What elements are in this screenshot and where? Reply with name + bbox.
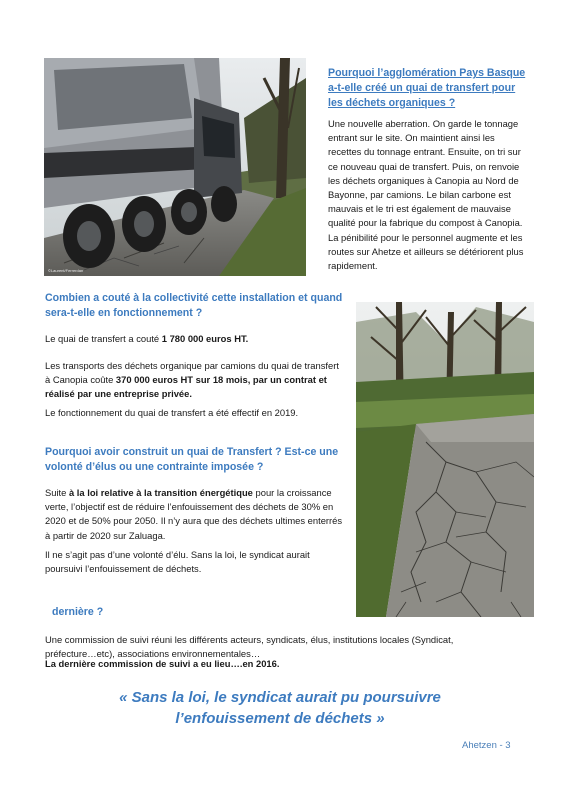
photo-caption: ©Laurent/Ferrerdan bbox=[48, 268, 84, 273]
cracked-road-photo bbox=[356, 302, 534, 617]
section4-paragraph-1: Une commission de suivi réuni les différents acteurs, syndicats, élus, institutions locales (Syndicat, préfecture…etc), associations environnementales… bbox=[45, 634, 454, 660]
section2-p2-text: Les transports des déchets organique par camions du quai de transfert à Canopia coûte bbox=[45, 360, 339, 386]
page-footer: Ahetzen - 3 bbox=[462, 740, 511, 751]
section2-paragraph-3: Le fonctionnement du quai de transfert a été effectif en 2019. bbox=[45, 407, 299, 418]
truck-road-photo bbox=[44, 58, 306, 276]
pull-quote-line-2: l’enfouissement de déchets » bbox=[175, 710, 385, 727]
section3-p1-bold: à la loi relative à la transition énergétique bbox=[68, 487, 253, 498]
section3-paragraph-1 bbox=[45, 486, 345, 543]
section2-p1-amount: 1 780 000 euros HT. bbox=[161, 333, 249, 344]
section1-body: Une nouvelle aberration. On garde le tonnage entrant sur le site. On maintient ainsi les recettes du tonnage entrant. Ensuite, on tri sur ce nouveau quai de transfert. Puis, on renvoie les déchets organiques à Canopia au Nord de Bayonne, par camions. Le bilan carbone est mauvais et le tri est également de mauvaise qualité pour la fabrique du compost à Canopia. La pénibilité pour le personnel augmente et les routes sur Ahetze et ailleurs se détériorent plus rapidement. bbox=[328, 118, 524, 272]
section2-p2-bold: 370 000 euros HT sur 18 mois, par un contrat et réalisé par une entreprise privée. bbox=[45, 374, 327, 400]
section2-paragraph-2 bbox=[45, 359, 345, 402]
section3-p1-text-a: Suite bbox=[45, 487, 69, 498]
section2-heading: Combien a couté à la collectivité cette installation et quand sera-t-elle en fonctionnement ? bbox=[45, 292, 343, 319]
section2-p1-text: Le quai de transfert a couté bbox=[45, 333, 162, 344]
section3-p1-text-c: pour la croissance verte, l’objectif est de réduire l’enfouissement des déchets de 30% en 2020 et de 50% pour 2050. Il n’y aura que des déchets ultimes enterrés à partir de 2020 sur Zaluaga. bbox=[45, 487, 343, 541]
section1-heading: Pourquoi l’agglomération Pays Basque a-t-elle créé un quai de transfert pour les déchets organiques ? bbox=[328, 67, 526, 109]
pull-quote-line-1: « Sans la loi, le syndicat aurait pu poursuivre bbox=[119, 689, 441, 706]
pull-quote bbox=[40, 687, 520, 729]
section4-heading: dernière ? bbox=[52, 606, 104, 618]
section4-paragraph-2: La dernière commission de suivi a eu lieu….en 2016. bbox=[45, 658, 280, 669]
section3-heading: Pourquoi avoir construit un quai de Transfert ? Est-ce une volonté d’élus ou une contrainte imposée ? bbox=[45, 446, 339, 473]
section2-paragraph-1 bbox=[45, 332, 345, 346]
section3-paragraph-2: Il ne s’agit pas d’une volonté d’élu. Sans la loi, le syndicat aurait poursuivi l’enfouissement de déchets. bbox=[45, 549, 310, 575]
